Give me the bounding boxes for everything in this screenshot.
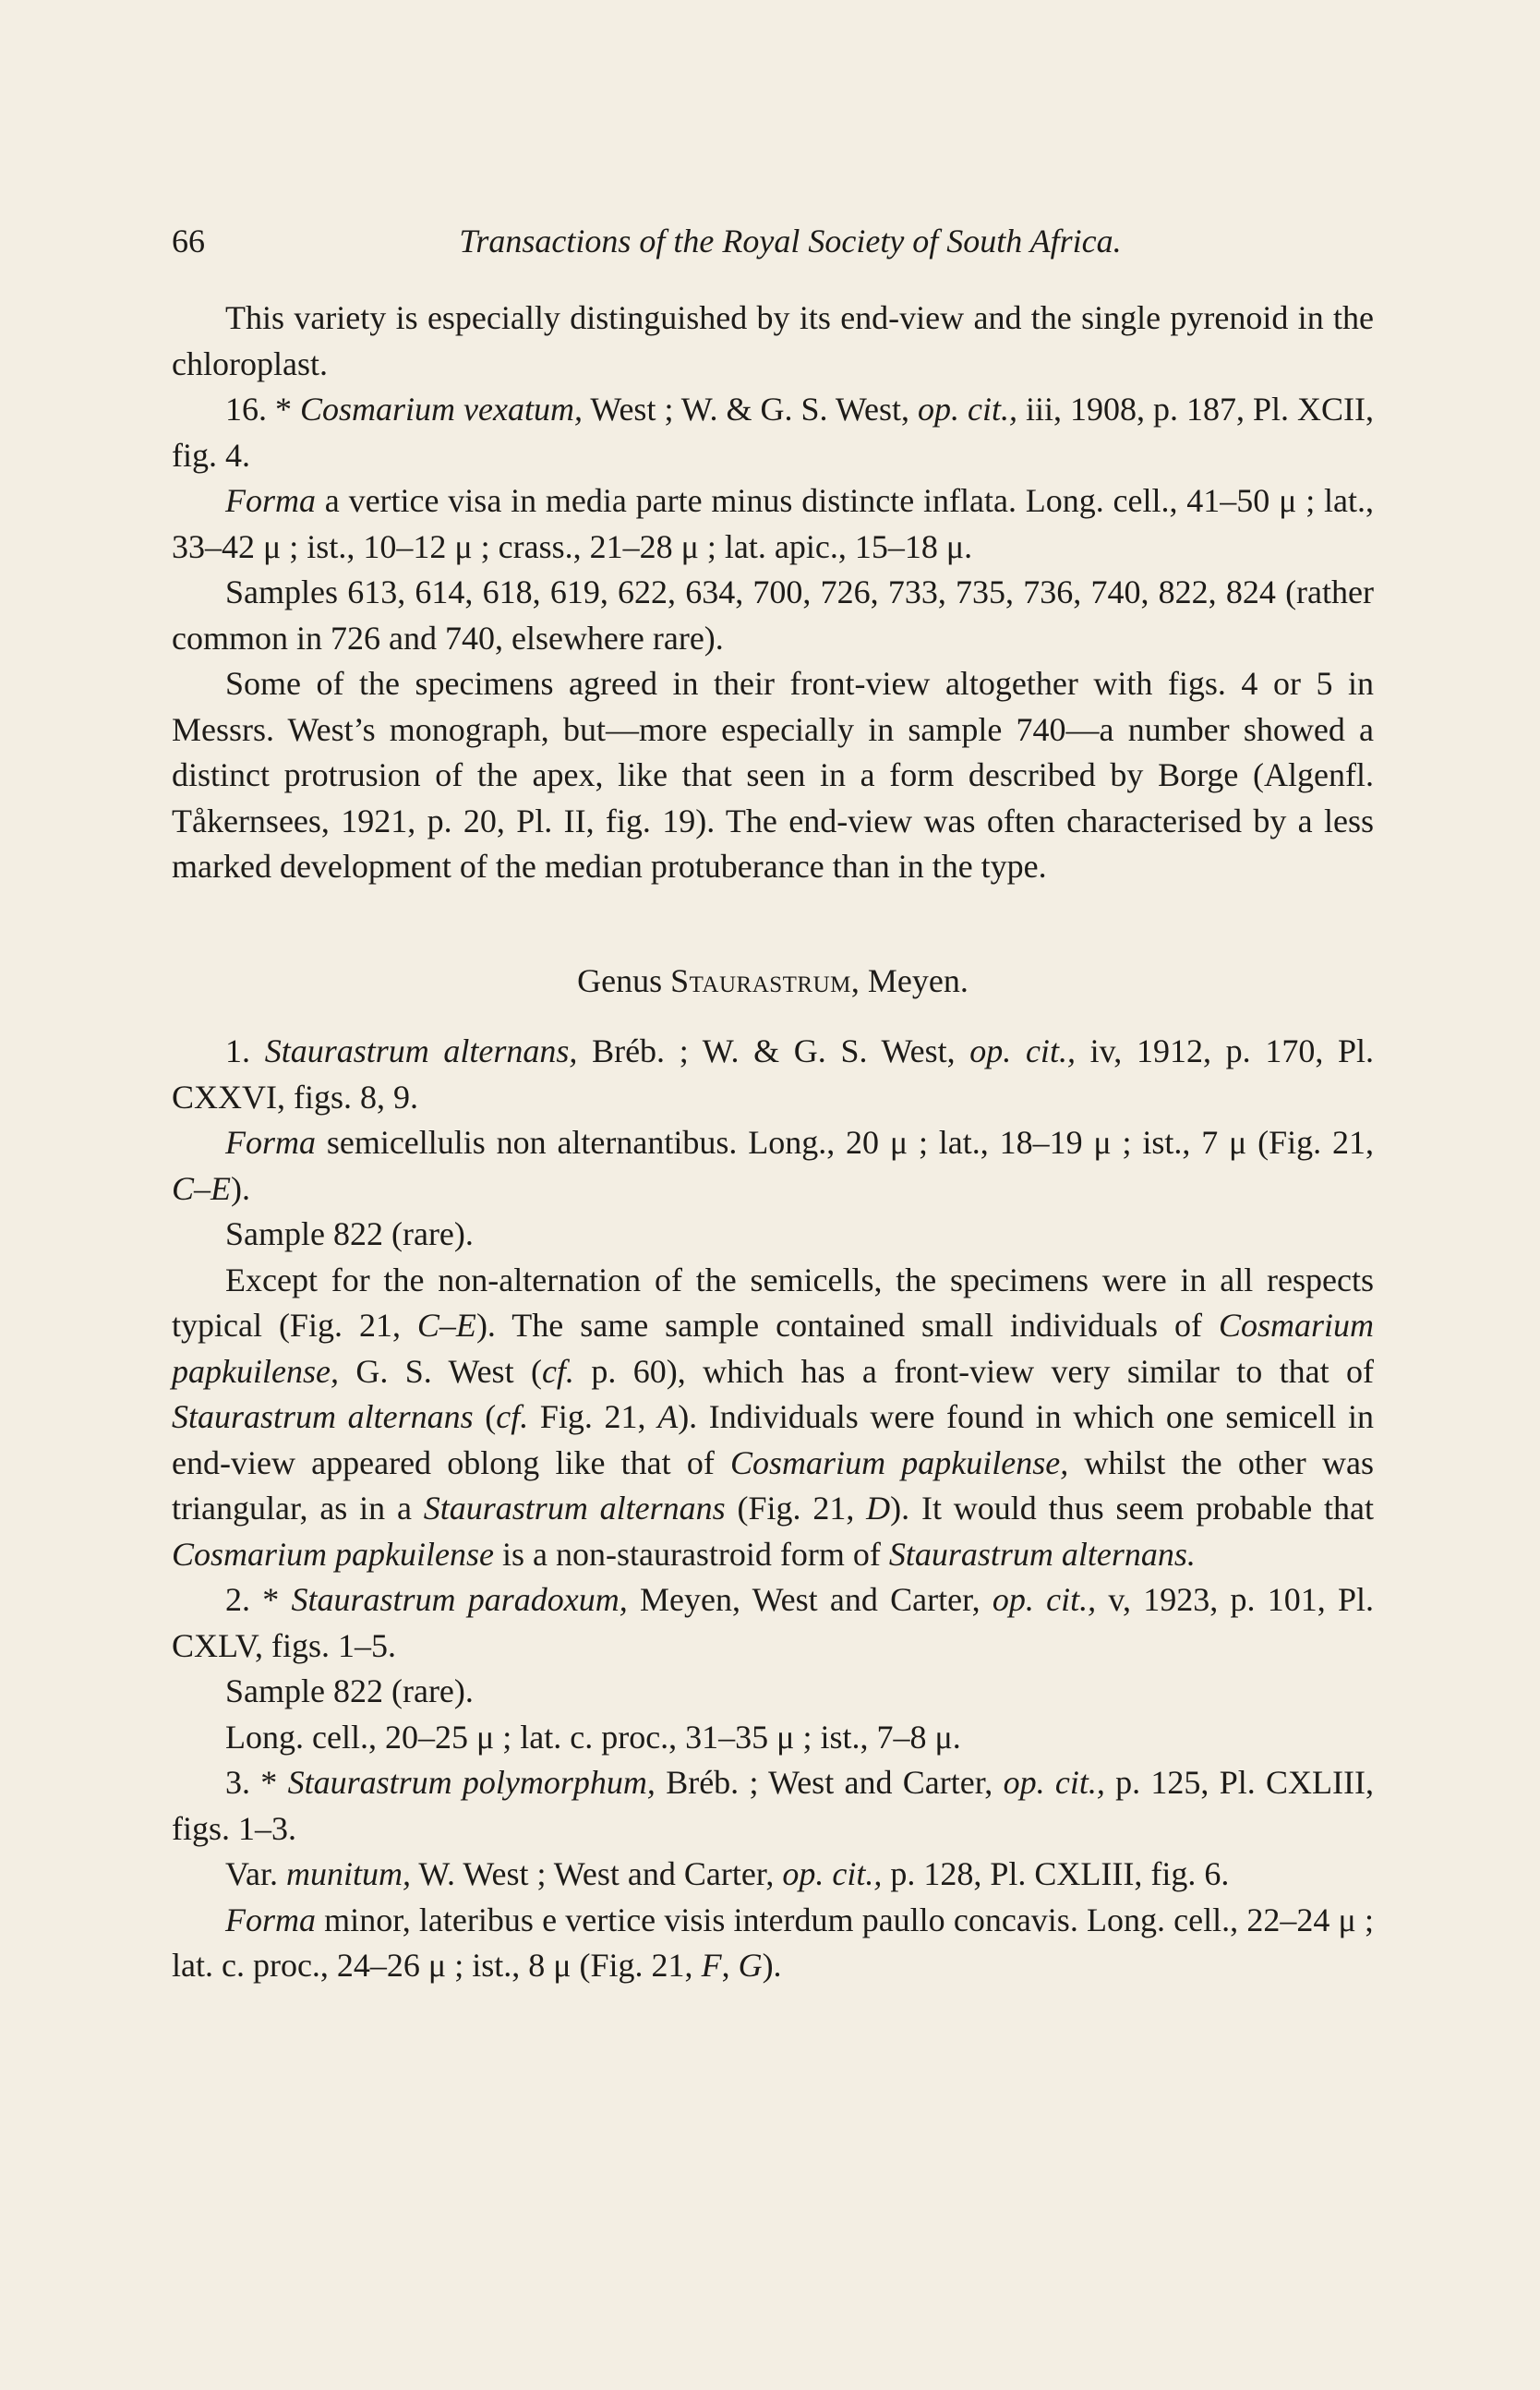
- page-header: [172, 222, 1372, 268]
- paragraph-variety-note: This variety is especially distinguished by its end-view and the single pyrenoid in the chloroplast.: [172, 299, 1374, 382]
- samples-list: Samples 613, 614, 618, 619, 622, 634, 700, 726, 733, 735, 736, 740, 822, 824 (rather common in 726 and 740, elsewhere rare).: [172, 573, 1374, 657]
- species-entry-cosmarium-vexatum: 16. * Cosmarium vexatum, West ; W. & G. S. West, op. cit., iii, 1908, p. 187, Pl. XCII, fig. 4.: [172, 391, 1375, 474]
- sample-note: Sample 822 (rare).: [225, 1672, 474, 1709]
- variety-entry-munitum: Var. munitum, W. West ; West and Carter, op. cit., p. 128, Pl. CXLIII, fig. 6.: [225, 1855, 1230, 1892]
- species-entry-staurastrum-alternans: 1. Staurastrum alternans, Bréb. ; W. & G. S. West, op. cit., iv, 1912, p. 170, Pl. CXXVI, figs. 8, 9.: [172, 1032, 1375, 1116]
- forma-description: Forma a vertice visa in media parte minus distincte inflata. Long. cell., 41–50 μ ; lat., 33–42 μ ; ist., 10–12 μ ; crass., 21–28 μ ; lat. apic., 15–18 μ.: [172, 482, 1374, 565]
- body-text: [172, 296, 1374, 1989]
- species-entry-staurastrum-polymorphum: 3. * Staurastrum polymorphum, Bréb. ; West and Carter, op. cit., p. 125, Pl. CXLIII, figs. 1–3.: [172, 1764, 1374, 1847]
- measurements: Long. cell., 20–25 μ ; lat. c. proc., 31–35 μ ; ist., 7–8 μ.: [225, 1718, 961, 1756]
- forma-description: Forma semicellulis non alternantibus. Long., 20 μ ; lat., 18–19 μ ; ist., 7 μ (Fig. 21, C–E).: [172, 1124, 1374, 1207]
- paragraph-alternans-remarks: Except for the non-alternation of the semicells, the specimens were in all respects typical (Fig. 21, C–E). The same sample contained small individuals of Cosmarium papkuilense, G. S. West (cf. p. 60), which has a front-view very similar to that of Staurastrum alternans (cf. Fig. 21, A). Individuals were found in which one semicell in end-view appeared oblong like that of Cosmarium papkuilense, whilst the other was triangular, as in a Staurastrum alternans (Fig. 21, D). It would thus seem probable that Cosmarium papkuilense is a non-staurastroid form of Staurastrum alternans.: [172, 1261, 1375, 1573]
- sample-note: Sample 822 (rare).: [225, 1215, 474, 1252]
- genus-heading: Genus Staurastrum, Meyen.: [577, 961, 969, 999]
- forma-description: Forma minor, lateribus e vertice visis interdum paullo concavis. Long. cell., 22–24 μ ; lat. c. proc., 24–26 μ ; ist., 8 μ (Fig. 21, F, G).: [172, 1901, 1374, 1984]
- species-entry-staurastrum-paradoxum: 2. * Staurastrum paradoxum, Meyen, West and Carter, op. cit., v, 1923, p. 101, Pl. CXLV, figs. 1–5.: [172, 1581, 1375, 1664]
- paragraph-specimens-remarks: Some of the specimens agreed in their front-view altogether with figs. 4 or 5 in Messrs. West’s monograph, but—more especially in sample 740—a number showed a distinct protrusion of the apex, like that seen in a form described by Borge (Algenfl. Tåkernsees, 1921, p. 20, Pl. II, fig. 19). The end-view was often characterised by a less marked development of the median protuberance than in the type.: [172, 665, 1374, 885]
- page-number: 66: [172, 223, 205, 260]
- running-title: Transactions of the Royal Society of South Africa.: [459, 223, 1122, 260]
